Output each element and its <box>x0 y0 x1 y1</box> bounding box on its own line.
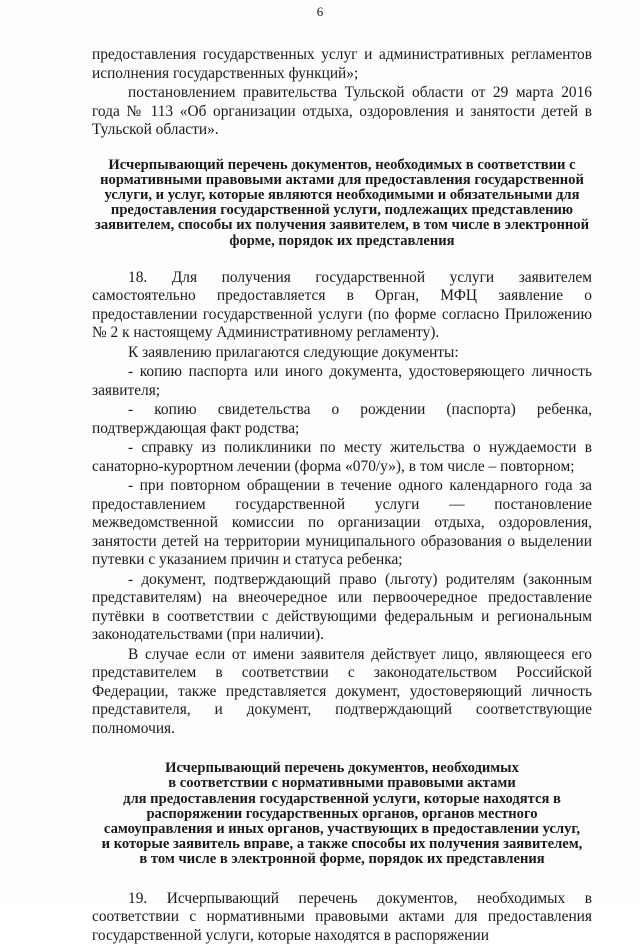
paragraph-representative: В случае если от имени заявителя действует лицо, являющееся его представителем в соответствии с законодательством Российской Федерации, также представляется документ, удостоверяющий личность представителя, и документ, подтверждающий соответствующие полномочия. <box>92 645 592 737</box>
heading-2-line: распоряжении государственных органов, органов местного <box>146 805 538 822</box>
heading-2-line: самоуправления и иных органов, участвующих в предоставлении услуг, <box>103 821 581 838</box>
heading-2-line: Исчерпывающий перечень документов, необходимых <box>165 760 519 777</box>
paragraph-top-1: предоставления государственных услуг и административных регламентов исполнения государственных функций»; <box>92 46 592 82</box>
heading-2-line: и которые заявитель вправе, а также способы их получения заявителем, <box>101 836 583 853</box>
list-item-privilege-document: - документ, подтверждающий право (льготу) родителям (законным представителям) на внеочередное или первоочередное предоставление путёвки в соответствии с действующими федеральным и региональным законодательствами (при наличии). <box>92 570 592 644</box>
heading-2-line: в том числе в электронной форме, порядок их представления <box>139 851 545 868</box>
paragraph-18: 18. Для получения государственной услуги заявителем самостоятельно предоставляется в Орган, МФЦ заявление о предоставлении государственной услуги (по форме согласно Приложению № 2 к настоящему Административному регламенту). <box>92 268 592 342</box>
paragraph-19: 19. Исчерпывающий перечень документов, необходимых в соответствии с нормативными правовыми актами для предоставления государственной услуги, которые находятся в распоряжении <box>92 889 592 944</box>
list-item-birth-certificate: - копию свидетельства о рождении (паспорта) ребенка, подтверждающая факт родства; <box>92 401 592 437</box>
list-item-clinic-certificate: - справку из поликлиники по месту жительства о нуждаемости в санаторно-курортном лечении (форма «070/у»), в том числе – повторном; <box>92 439 592 475</box>
page-number: 6 <box>316 4 324 19</box>
paragraph-attachments-intro: К заявлению прилагаются следующие документы: <box>128 343 459 361</box>
document-body <box>92 46 592 946</box>
heading-2-line: в соответствии с нормативными правовыми актами <box>168 775 516 792</box>
section-heading-2 <box>92 761 592 867</box>
section-heading-1: Исчерпывающий перечень документов, необходимых в соответствии с нормативными правовыми актами для предоставления государственной услуги, и услуг, которые являются необходимыми и обязательными для предоставления государственной услуги, подлежащих представлению заявителем, способы их получения заявителем, в том числе в электронной форме, порядок их представления <box>95 156 589 249</box>
list-item-repeat-request: - при повторном обращении в течение одного календарного года за предоставлением государственной услуги — постановление межведомственной комиссии по организации отдыха, оздоровления, занятости детей на территории муниципального образования о выделении путевки с указанием причин и статуса ребенка; <box>92 477 592 569</box>
list-item-passport: - копию паспорта или иного документа, удостоверяющего личность заявителя; <box>92 363 592 399</box>
paragraph-top-2: постановлением правительства Тульской области от 29 марта 2016 года № 113 «Об организации отдыха, оздоровления и занятости детей в Тульской области». <box>92 84 592 138</box>
heading-2-line: для предоставления государственной услуги, которые находятся в <box>123 790 561 807</box>
